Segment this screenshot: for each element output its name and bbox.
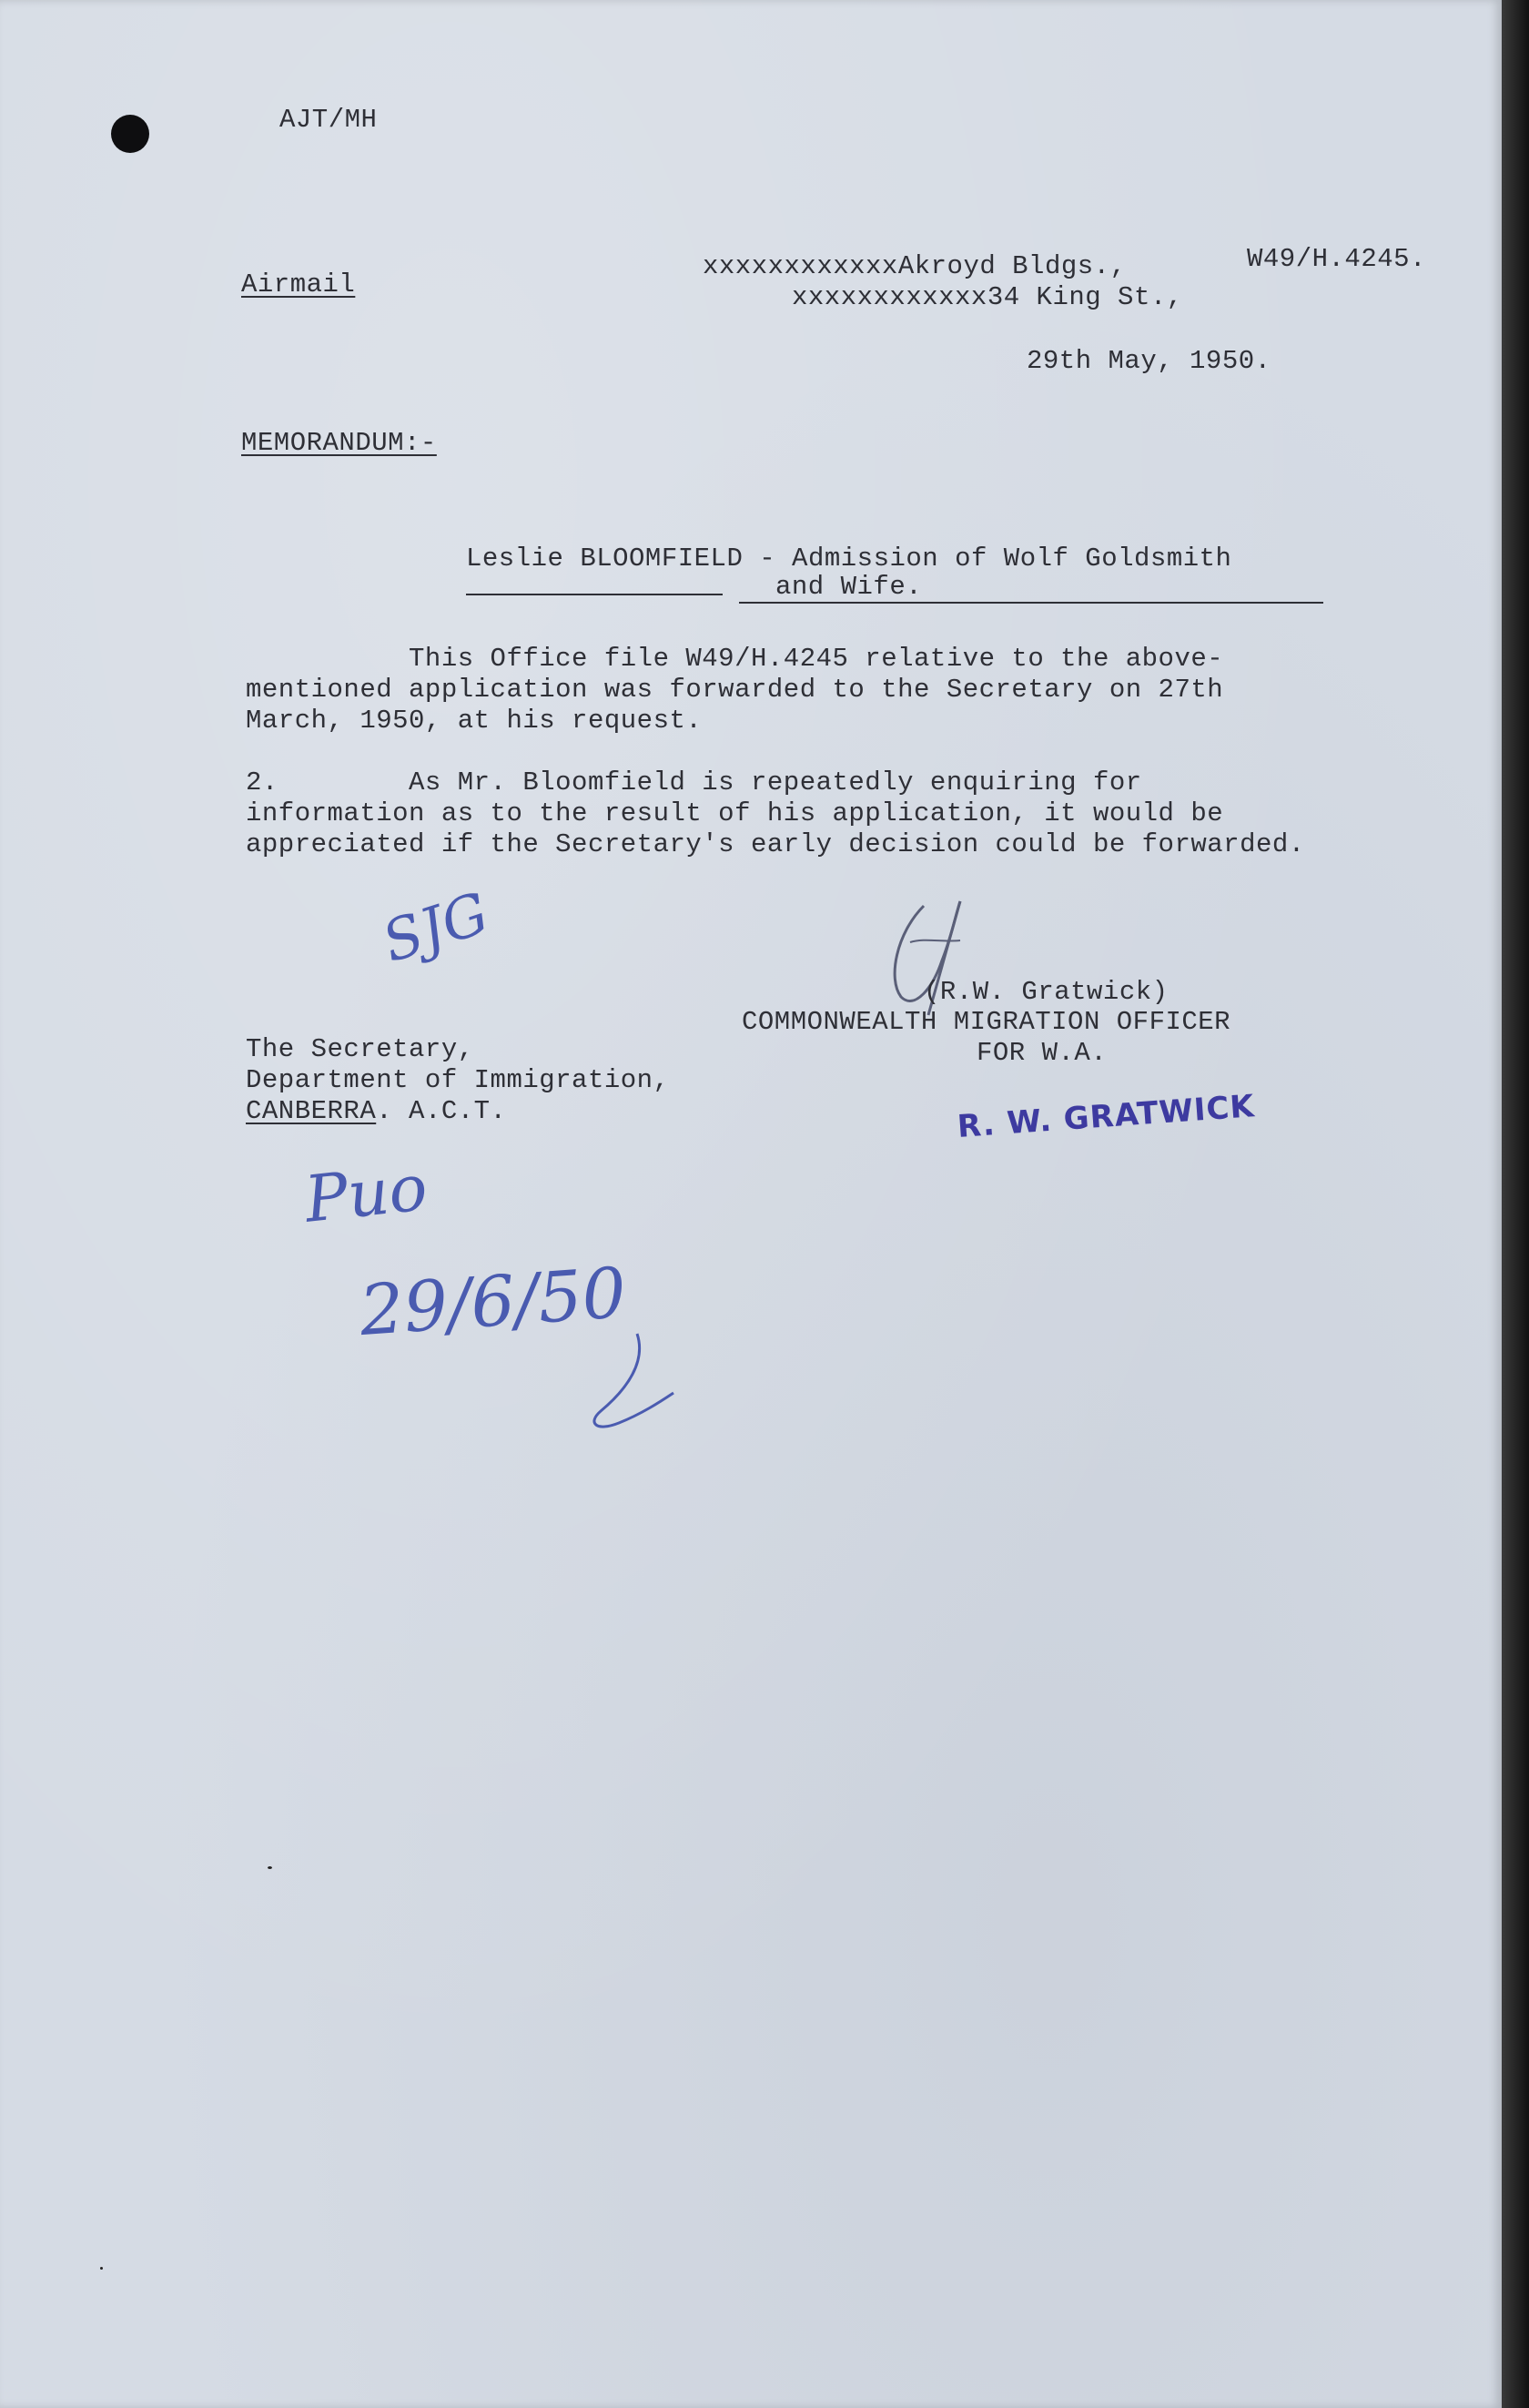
subject-underline-left: [466, 594, 723, 595]
paragraph-2-line-2: information as to the result of his application, it would be: [246, 798, 1224, 828]
paper-speck: [268, 1866, 272, 1869]
addressee-city: CANBERRA: [246, 1096, 377, 1126]
address-line-2: xxxxxxxxxxxx34 King St.,: [792, 282, 1183, 312]
name-stamp: R. W. GRATWICK: [956, 1088, 1257, 1145]
paragraph-2-line-1: 2. As Mr. Bloomfield is repeatedly enquiring for: [246, 767, 1142, 798]
signatory-title-2: FOR W.A.: [977, 1038, 1108, 1068]
address-line-1: xxxxxxxxxxxxAkroyd Bldgs.,: [703, 251, 1127, 281]
handwritten-initials: SJG: [374, 879, 497, 976]
signatory-name: (R.W. Gratwick): [924, 977, 1169, 1007]
paper-speck: [100, 2267, 103, 2270]
signatory-title-1: COMMONWEALTH MIGRATION OFFICER: [742, 1007, 1231, 1037]
addressee-territory: . A.C.T.: [376, 1096, 507, 1126]
delivery-method: Airmail: [241, 269, 356, 300]
handwritten-note-1: Puo: [301, 1150, 431, 1237]
scan-edge: [1502, 0, 1529, 2408]
paragraph-1-line-2: mentioned application was forwarded to the Secretary on 27th: [246, 675, 1224, 705]
subject-underline-right: [739, 602, 1323, 604]
memo-date: 29th May, 1950.: [1027, 346, 1271, 376]
handwritten-note-2: 29/6/50: [357, 1251, 629, 1352]
file-number: W49/H.4245.: [1247, 244, 1426, 274]
handwritten-flourish: [582, 1325, 683, 1434]
memo-heading: MEMORANDUM:-: [241, 428, 437, 458]
paragraph-1-line-1: This Office file W49/H.4245 relative to the above-: [246, 644, 1224, 674]
subject-line-2: and Wife.: [775, 572, 923, 602]
addressee-line-3: [246, 1096, 506, 1127]
paragraph-2-line-3: appreciated if the Secretary's early decision could be forwarded.: [246, 829, 1305, 859]
subject-line-1: Leslie BLOOMFIELD - Admission of Wolf Goldsmith: [466, 544, 1232, 574]
reference-initials: AJT/MH: [279, 105, 378, 135]
paragraph-1-line-3: March, 1950, at his request.: [246, 706, 703, 736]
addressee-line-1: The Secretary,: [246, 1034, 474, 1064]
punch-hole: [111, 115, 149, 153]
addressee-line-2: Department of Immigration,: [246, 1065, 670, 1095]
